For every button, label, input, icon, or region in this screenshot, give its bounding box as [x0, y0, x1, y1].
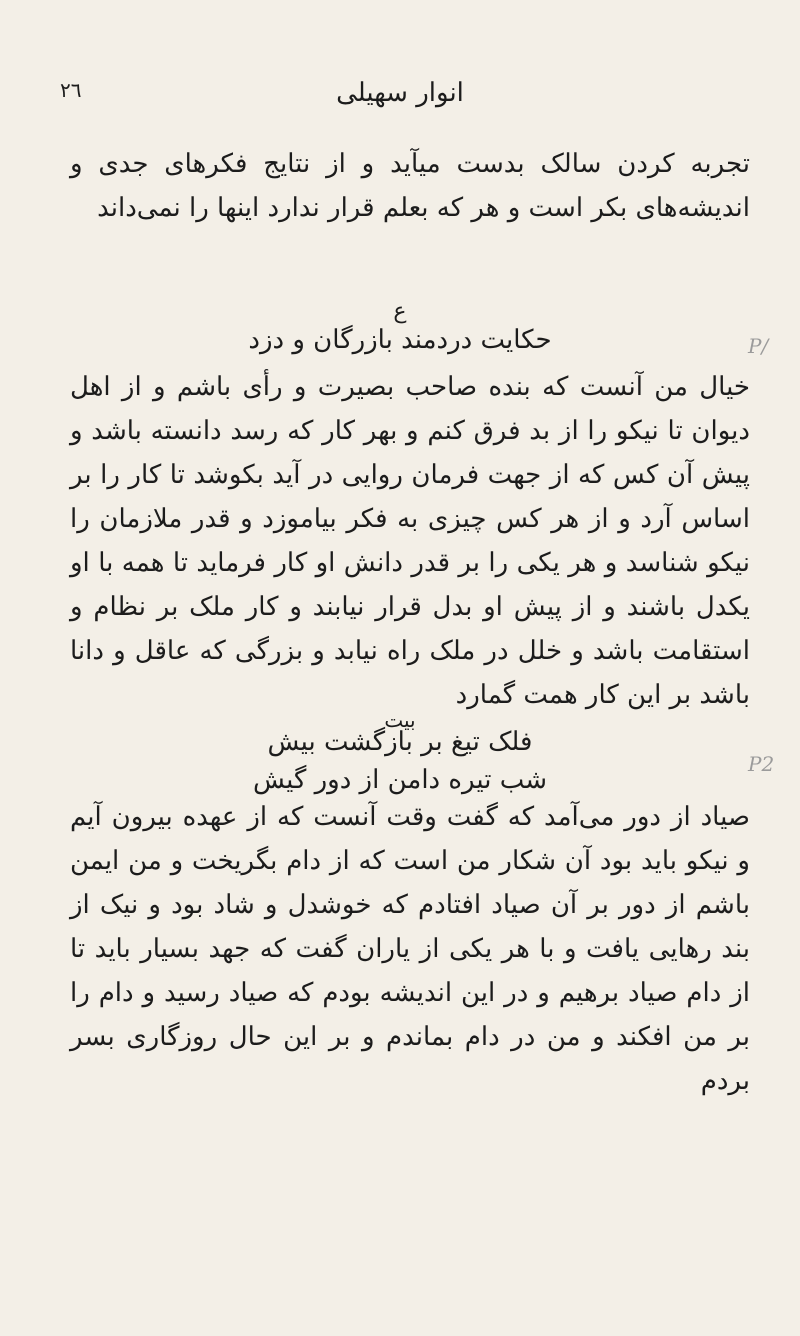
section-heading: حکایت دردمند بازرگان و دزد: [248, 325, 552, 355]
verse-line-2: شب تیره دامن از دور گیش: [252, 765, 548, 795]
paragraph-1: تجربه کردن سالک بدست میآید و از نتایج فکرهای جدی و اندیشه‌های بکر است و هر که بعلم قرار ندارد اینها را نمی‌داند: [70, 149, 750, 223]
verse-separator: بیت: [384, 708, 416, 732]
paragraph-3: صیاد از دور می‌آمد که گفت وقت آنست که از عهده بیرون آیم و نیکو باید بود آن شکار من است که از دام بگریخت و من ایمن باشم از دور بر آن صیاد افتادم که خوشدل و شاد بود و نیک از بند رهایی یافت و با هر یکی از یاران گفت که جهد بسیار باید تا از دام صیاد برهیم و در این اندیشه بودم که صیاد رسید و دام را بر من افکند و من در دام بماندم و بر این حال روزگاری بسر بردم: [70, 802, 750, 1096]
margin-note-2: P2: [748, 752, 775, 776]
separator-glyph: ع: [393, 299, 407, 324]
margin-note-1: P/: [748, 334, 769, 358]
paragraph-2: خیال من آنست که بنده صاحب بصیرت و رأی باشم و از اهل دیوان تا نیکو را از بد فرق کنم و بهر کار که رسد دانسته باشد و پیش آن کس که از جهت فرمان روایی در آید بکوشد تا کار را بر اساس آرد و از هر کس چیزی به فکر بیاموزد و قدر ملازمان را نیکو شناسد و هر یکی را بر قدر دانش او کار فرماید تا همه با او یکدل باشند و از پیش او بدل قرار نیابند و کار ملک بر نظام و استقامت باشد و خلل در ملک راه نیابد و بزرگی که عاقل و دانا باشد بر این کار همت گمارد: [70, 372, 750, 710]
running-title: انوار سهیلی: [336, 78, 464, 108]
verse-line-1: فلک تیغ بر بازگشت بیش: [267, 727, 533, 757]
page-number: ٢٦: [60, 78, 82, 102]
page-header: [60, 78, 740, 118]
